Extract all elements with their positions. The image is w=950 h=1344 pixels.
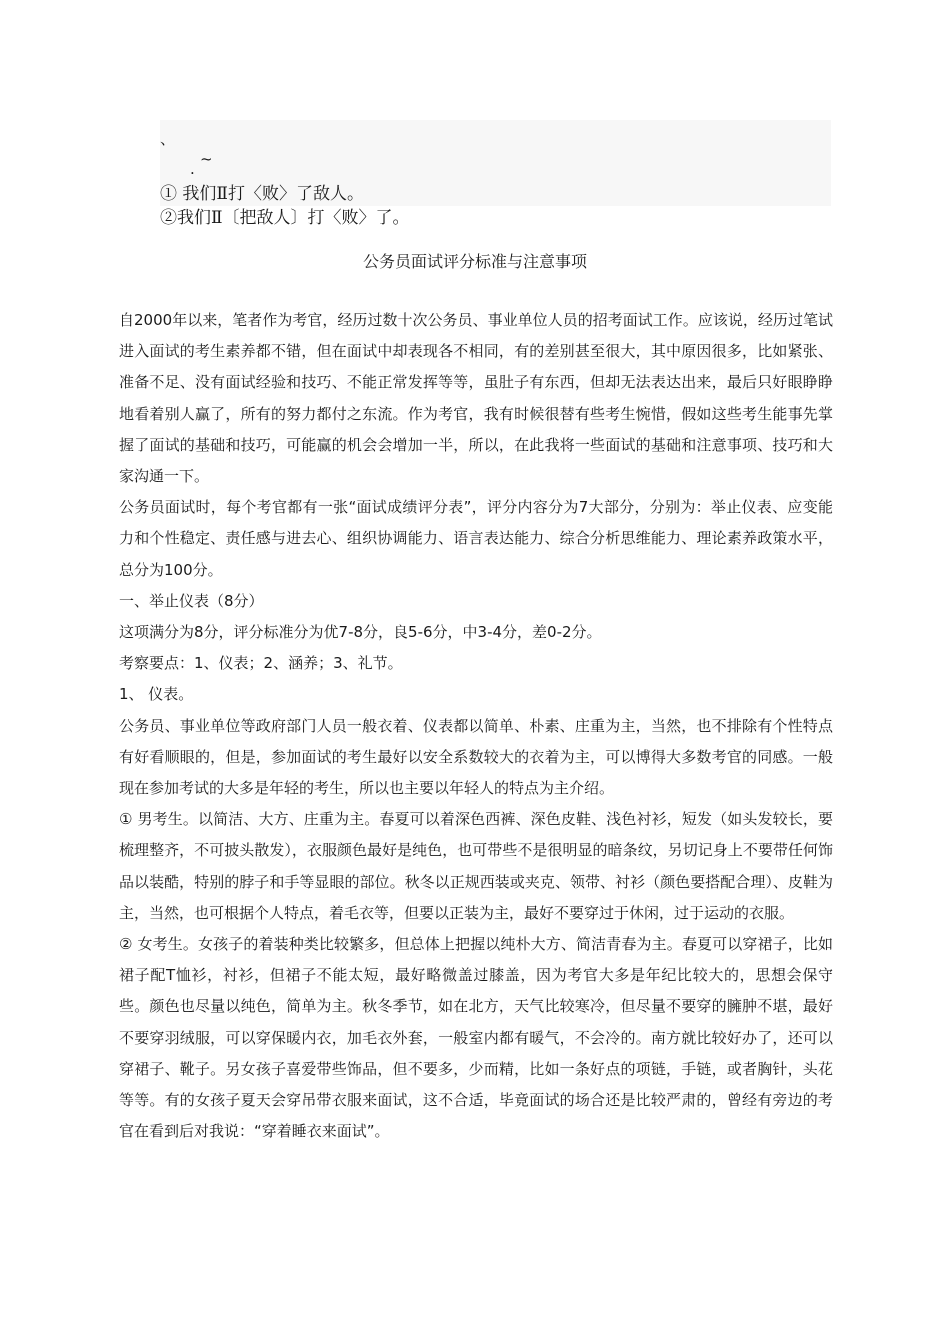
document-body <box>119 305 833 1147</box>
fragment-mark-comma: 、 <box>160 130 176 148</box>
key-points-paragraph: 考察要点：1、仪表；2、涵养；3、礼节。 <box>119 654 403 673</box>
document-title: 公务员面试评分标准与注意事项 <box>362 252 587 271</box>
fragment-mark-dot: . <box>190 160 195 178</box>
intro-paragraph: 自2000年以来，笔者作为考官，经历过数十次公务员、事业单位人员的招考面试工作。应该说，经历过笔试进入面试的考生素养都不错，但在面试中却表现各不相同，有的差别甚至很大，其中原因很多，比如紧张、准备不足、没有面试经验和技巧、不能正常发挥等等，虽肚子有东西，但却无法表达出来，最后只好眼睁睁地看着别人赢了，所有的努力都付之东流。作为考官，我有时候很替有些考生惋惜，假如这些考生能事先掌握了面试的基础和技巧，可能赢的机会会增加一半，所以，在此我将一些面试的基础和注意事项、技巧和大家沟通一下。 <box>119 311 833 486</box>
scoring-overview-paragraph: 公务员面试时，每个考官都有一张“面试成绩评分表”，评分内容分为7大部分，分别为：举止仪表、应变能力和个性稳定、责任感与进去心、组织协调能力、语言表达能力、综合分析思维能力、理论素养政策水平，总分为100分。 <box>119 498 833 579</box>
example-sentence-2: ②我们Ⅱ〔把敌人〕打〈败〉了。 <box>160 208 410 228</box>
female-candidate-paragraph: ② 女考生。女孩子的着装种类比较繁多，但总体上把握以纯朴大方、简洁青春为主。春夏可以穿裙子，比如裙子配T恤衫，衬衫，但裙子不能太短，最好略微盖过膝盖，因为考官大多是年纪比较大的，思想会保守些。颜色也尽量以纯色，简单为主。秋冬季节，如在北方，天气比较寒冷，但尽量不要穿的臃肿不堪，最好不要穿羽绒服，可以穿保暖内衣，加毛衣外套，一般室内都有暖气，不会冷的。南方就比较好办了，还可以穿裙子、靴子。另女孩子喜爱带些饰品，但不要多，少而精，比如一条好点的项链，手链，或者胸针，头花等等。有的女孩子夏天会穿吊带衣服来面试，这不合适，毕竟面试的场合还是比较严肃的，曾经有旁边的考官在看到后对我说：“穿着睡衣来面试”。 <box>119 935 833 1141</box>
section-heading: 一、举止仪表（8分） <box>119 591 264 610</box>
subsection-heading: 1、 仪表。 <box>119 685 194 704</box>
male-candidate-paragraph: ① 男考生。以简洁、大方、庄重为主。春夏可以着深色西裤、深色皮鞋、浅色衬衫，短发（如头发较长，要梳理整齐，不可披头散发），衣服颜色最好是纯色，也可带些不是很明显的暗条纹，另切记身上不要带任何饰品以装酷，特别的脖子和手等显眼的部位。秋冬以正规西装或夹克、领带、衬衫（颜色要搭配合理）、皮鞋为主，当然，也可根据个人特点，着毛衣等，但要以正装为主，最好不要穿过于休闲，过于运动的衣服。 <box>119 810 833 922</box>
example-sentence-1: ① 我们Ⅱ打〈败〉了敌人。 <box>160 184 364 204</box>
fragment-mark-tilde: ~ <box>200 150 213 168</box>
scoring-criteria-paragraph: 这项满分为8分，评分标准分为优7-8分，良5-6分，中3-4分，差0-2分。 <box>119 623 602 642</box>
appearance-paragraph: 公务员、事业单位等政府部门人员一般衣着、仪表都以简单、朴素、庄重为主，当然，也不排除有个性特点有好看顺眼的，但是，参加面试的考生最好以安全系数较大的衣着为主，可以博得大多数考官的同感。一般现在参加考试的大多是年轻的考生，所以也主要以年轻人的特点为主介绍。 <box>119 716 833 798</box>
